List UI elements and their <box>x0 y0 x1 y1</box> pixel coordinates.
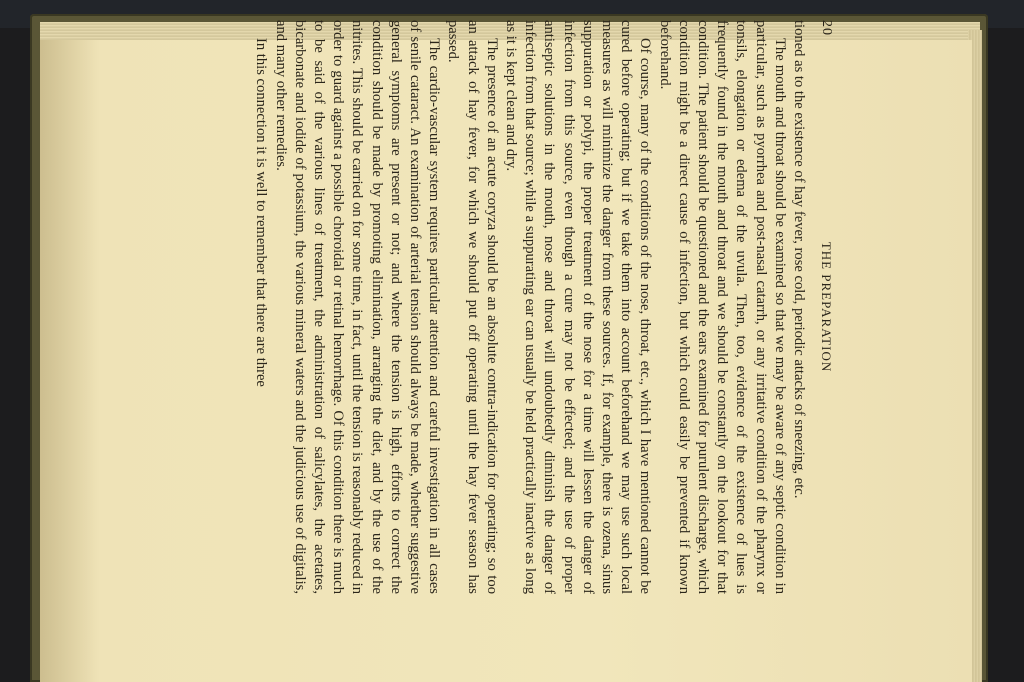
running-head <box>808 20 840 594</box>
page-text-block <box>140 20 840 594</box>
body-text <box>251 20 808 594</box>
chapter-title: THE PREPARATION <box>819 241 834 373</box>
page-number: 20 <box>819 20 834 36</box>
paragraph: Of course, many of the conditions of the nose, throat, etc., which I have mentioned cannot be cured before operating; but if we take them into account beforehand we may use such local measures as will minimize the danger from these sources. If, for example, there is ozena, sinus suppuration or polypi, the proper treatment of the nose for a time will lessen the danger of infection from this source, even though a cure may not be effected; and the use of proper antiseptic solutions in the mouth, nose and throat will undoubtedly diminish the danger of infection from that source; while a suppurating ear can usually be held practically inactive as long as it is kept clean and dry. <box>502 20 654 594</box>
paragraph: The presence of an acute coryza should be an absolute contra-indication for operating; so too an attack of hay fever, for which we should put off operating until the hay fever season has passed. <box>445 20 500 594</box>
paragraph: The cardio-vascular system requires particular attention and careful investigation in all cases of senile cataract. An examination of arterial tension should always be made, whether suggestive general symptoms are present or not; and where the tension is high, efforts to correct the condition should be made by promoting elimination, arranging the diet, and by the use of the nitrites. This should be carried on for some time, in fact, until the tension is reasonably reduced in order to guard against a possible choroidal or retinal hemorrhage. Of this condition there is much to be said of the various lines of treatment, the administration of salicylates, the acetates, bicarbonate and iodide of potassium, the various mineral waters and the judicious use of digitalis, and many other remedies. <box>272 20 443 594</box>
paragraph: tioned as to the existence of hay fever, rose cold, periodic attacks of sneezing, etc. <box>791 20 807 499</box>
paragraph: In this connection it is well to remember that there are three <box>253 38 270 387</box>
gutter-shadow <box>40 40 100 682</box>
paragraph: The mouth and throat should be examined so that we may be aware of any septic condition in particular, such as pyorrhea and post-nasal catarrh, or any irritative condition of the pharynx or tonsils, elongation or edema of the uvula. Then, too, evidence of the existence of lues is frequently found in the mouth and throat and we should be constantly on the lookout for that condition. The patient should be questioned and the ears examined for purulent discharge, which condition might be a direct cause of infection, but which could easily be prevented if known beforehand. <box>656 20 788 594</box>
